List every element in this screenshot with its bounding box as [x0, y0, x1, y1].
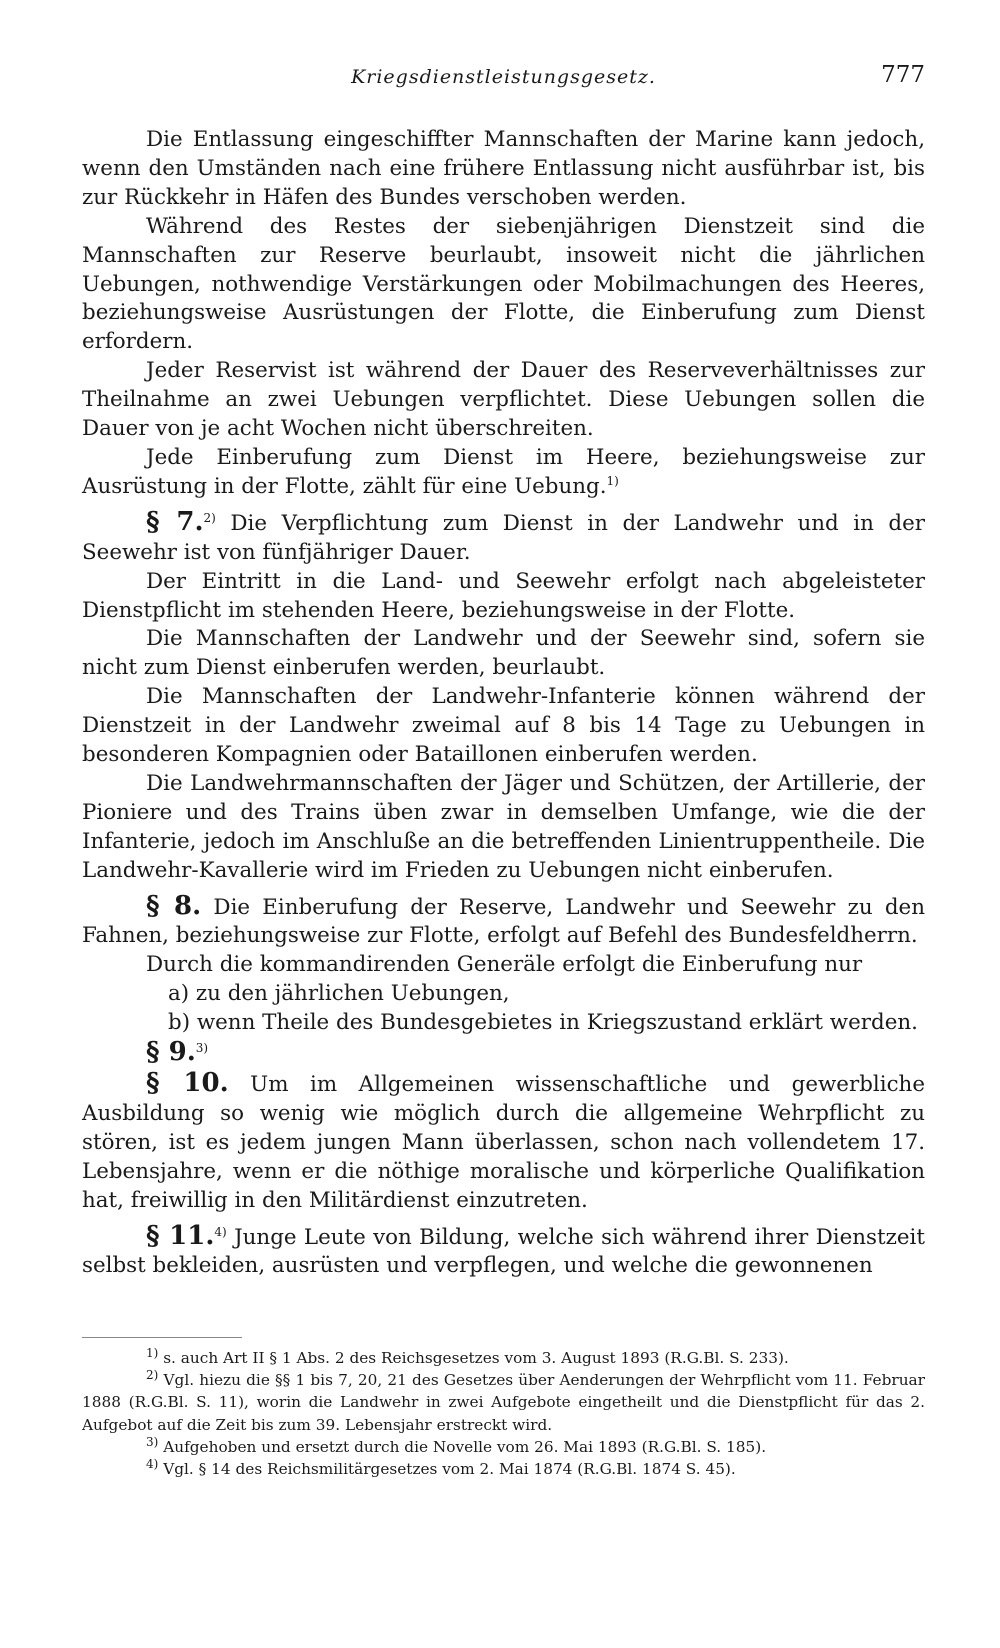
- paragraph: Jeder Reservist ist während der Dauer des Reserveverhältnisses zur Theilnahme an zwei Uebungen verpflichtet. Diese Uebungen sollen die Dauer von je acht Wochen nicht überschreiten.: [82, 358, 925, 442]
- footnote-text: s. auch Art II § 1 Abs. 2 des Reichsgesetzes vom 3. August 1893 (R.G.Bl. S. 233).: [163, 1349, 789, 1367]
- section-text: Die Verpflichtung zum Dienst in der Landwehr und in der Seewehr ist von fünfjähriger Dauer.: [82, 510, 925, 565]
- paragraph: Die Entlassung eingeschiffter Mannschaften der Marine kann jedoch, wenn den Umständen nach eine frühere Entlassung nicht ausführbar ist, bis zur Rückkehr in Häfen des Bundes verschoben werden.: [82, 127, 925, 210]
- section-11: [82, 1222, 925, 1282]
- paragraph: Die Landwehrmannschaften der Jäger und Schützen, der Artillerie, der Pioniere und des Trains üben zwar in demselben Umfange, wie die der Infanterie, jedoch im Anschluße an die betreffenden Linientruppentheile. Die Landwehr-Kavallerie wird im Frieden zu Uebungen nicht einberufen.: [82, 770, 925, 883]
- list-item: b) wenn Theile des Bundesgebietes in Kriegszustand erklärt werden.: [168, 1010, 918, 1036]
- paragraph: Durch die kommandirenden Generäle erfolgt die Einberufung nur: [146, 952, 863, 978]
- section-text: Junge Leute von Bildung, welche sich während ihrer Dienstzeit selbst bekleiden, ausrüsten und verpflegen, und welche die gewonnenen: [82, 1224, 925, 1279]
- footnote-mark: 3): [146, 1434, 159, 1449]
- footnote: [82, 1369, 925, 1436]
- section-text: Die Einberufung der Reserve, Landwehr und Seewehr zu den Fahnen, beziehungsweise zur Flotte, erfolgt auf Befehl des Bundesfeldherrn.: [82, 894, 925, 949]
- footnotes: [82, 1347, 925, 1480]
- section-8: [82, 892, 925, 952]
- paragraph: Während des Restes der siebenjährigen Dienstzeit sind die Mannschaften zur Reserve beurlaubt, insoweit nicht die jährlichen Uebungen, nothwendige Verstärkungen oder Mobilmachungen des Heeres, beziehungsweise Ausrüstungen der Flotte, die Einberufung zum Dienst erfordern.: [82, 213, 925, 355]
- body-text: [82, 126, 925, 1281]
- section-text: Um im Allgemeinen wissenschaftliche und gewerbliche Ausbildung so wenig wie möglich durch die allgemeine Wehrpflicht zu stören, ist es jedem jungen Mann überlassen, schon nach vollendetem 17. Lebensjahre, wenn er die nöthige moralische und körperliche Qualifikation hat, freiwillig in den Militärdienst einzutreten.: [82, 1072, 925, 1213]
- footnote-mark: 4): [146, 1456, 159, 1471]
- page-header: [82, 62, 925, 100]
- footnote-ref: 1): [606, 473, 619, 488]
- section-label: § 11.: [146, 1220, 215, 1251]
- footnote-mark: 2): [146, 1368, 159, 1383]
- footnote: [82, 1347, 925, 1369]
- paragraph-text: Jede Einberufung zum Dienst im Heere, beziehungsweise zur Ausrüstung in der Flotte, zählt für eine Uebung.: [82, 444, 925, 499]
- footnote-ref: 3): [195, 1040, 209, 1055]
- footnote-divider: [82, 1337, 242, 1338]
- footnote-ref: 2): [203, 510, 216, 525]
- paragraph: Die Mannschaften der Landwehr und der Seewehr sind, sofern sie nicht zum Dienst einberufen werden, beurlaubt.: [82, 626, 925, 681]
- footnote: [82, 1458, 925, 1480]
- section-label: § 8.: [146, 890, 202, 921]
- paragraph: [82, 444, 925, 502]
- footnote-text: Vgl. hiezu die §§ 1 bis 7, 20, 21 des Gesetzes über Aenderungen der Wehrpflicht vom 11. Februar 1888 (R.G.Bl. S. 11), worin die Landwehr in zwei Aufgebote eingetheilt und die Dienstpflicht für das 2. Aufgebot auf die Zeit bis zum 39. Lebensjahr erstreckt wird.: [82, 1371, 925, 1434]
- footnote-mark: 1): [146, 1345, 159, 1360]
- paragraph: Die Mannschaften der Landwehr-Infanterie können während der Dienstzeit in der Landwehr zweimal auf 8 bis 14 Tage zu Uebungen in besonderen Kompagnien oder Bataillonen einberufen werden.: [82, 684, 925, 768]
- footnote-text: Vgl. § 14 des Reichsmilitärgesetzes vom 2. Mai 1874 (R.G.Bl. 1874 S. 45).: [163, 1460, 736, 1479]
- section-9: [82, 1038, 925, 1069]
- paragraph: Der Eintritt in die Land- und Seewehr erfolgt nach abgeleisteter Dienstpflicht im stehenden Heere, beziehungsweise in der Flotte.: [82, 568, 925, 623]
- page-number: 777: [881, 62, 925, 88]
- section-label: § 7.: [146, 506, 204, 537]
- section-7: [82, 508, 925, 568]
- section-10: [82, 1069, 925, 1216]
- section-label: § 10.: [146, 1068, 229, 1098]
- list-item: a) zu den jährlichen Uebungen,: [168, 981, 510, 1007]
- running-title: Kriegsdienstleistungsgesetz.: [351, 66, 656, 88]
- footnote: [82, 1436, 925, 1458]
- footnote-ref: 4): [214, 1224, 227, 1239]
- footnote-text: Aufgehoben und ersetzt durch die Novelle vom 26. Mai 1893 (R.G.Bl. S. 185).: [163, 1437, 767, 1456]
- section-label: § 9.: [146, 1037, 196, 1068]
